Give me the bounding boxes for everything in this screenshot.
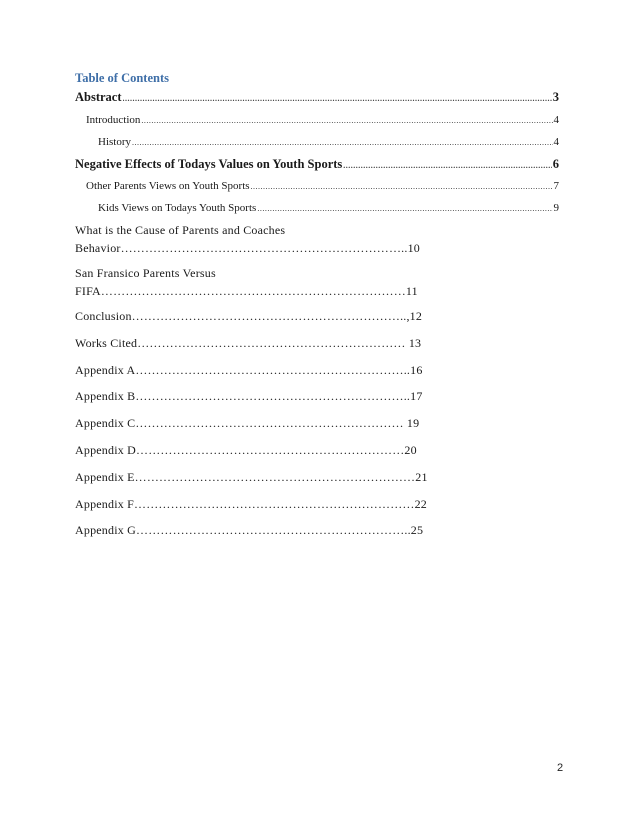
toc-entry-appendix-f[interactable]: Appendix F……………………………………………………………22 [75, 497, 427, 511]
toc-heading: Table of Contents [75, 71, 169, 85]
toc-entry-appendix-a[interactable]: Appendix A…………………………………………………………..16 [75, 363, 423, 377]
dot-leader [132, 138, 553, 147]
dot-leader [141, 116, 552, 125]
toc-entry-appendix-g[interactable]: Appendix G…………………………………………………………..25 [75, 523, 424, 537]
toc-entry-other-parents-views[interactable] [86, 180, 559, 192]
toc-entry-cause-of-behavior[interactable] [75, 221, 420, 257]
dot-leader [251, 182, 553, 191]
toc-entry-introduction[interactable] [86, 114, 559, 126]
dot-leader [123, 94, 552, 103]
toc-entry-appendix-e[interactable]: Appendix E……………………………………………………………21 [75, 470, 428, 484]
toc-entry-page: 4 [553, 114, 559, 126]
toc-entry-line: Behavior……………………………………………………………..10 [75, 241, 420, 255]
dot-leader [343, 161, 551, 170]
toc-entry-title: Negative Effects of Todays Values on Youth Sports [75, 157, 343, 171]
toc-entry-line: San Fransico Parents Versus [75, 266, 216, 280]
page-number: 2 [557, 762, 564, 774]
toc-entry-title: History [98, 136, 131, 148]
toc-entry-title: Abstract [75, 90, 122, 104]
toc-entry-works-cited[interactable]: Works Cited………………………………………………………… 13 [75, 336, 422, 350]
dot-leader [257, 204, 552, 213]
toc-entry-page: 3 [552, 90, 559, 104]
toc-entry-line: What is the Cause of Parents and Coaches [75, 223, 286, 237]
toc-entry-page: 6 [552, 157, 559, 171]
toc-entry-conclusion[interactable]: Conclusion…………………………………………………………..,12 [75, 309, 423, 323]
toc-entry-san-fransico-vs-fifa[interactable] [75, 264, 418, 300]
toc-entry-page: 9 [553, 202, 559, 214]
toc-entry-negative-effects[interactable] [75, 157, 559, 172]
toc-entry-history[interactable] [98, 136, 559, 148]
toc-entry-kids-views[interactable] [98, 202, 559, 214]
toc-entry-page: 7 [553, 180, 559, 192]
toc-entry-page: 4 [553, 136, 559, 148]
toc-entry-abstract[interactable] [75, 90, 559, 105]
toc-entry-appendix-d[interactable]: Appendix D…………………………………………………………20 [75, 443, 417, 457]
toc-entry-title: Kids Views on Todays Youth Sports [98, 202, 257, 214]
toc-entry-appendix-c[interactable]: Appendix C………………………………………………………… 19 [75, 416, 420, 430]
toc-entry-title: Other Parents Views on Youth Sports [86, 180, 250, 192]
toc-entry-title: Introduction [86, 114, 141, 126]
toc-entry-line: FIFA…………………………………………………………………11 [75, 284, 418, 298]
toc-entry-appendix-b[interactable]: Appendix B…………………………………………………………..17 [75, 389, 423, 403]
